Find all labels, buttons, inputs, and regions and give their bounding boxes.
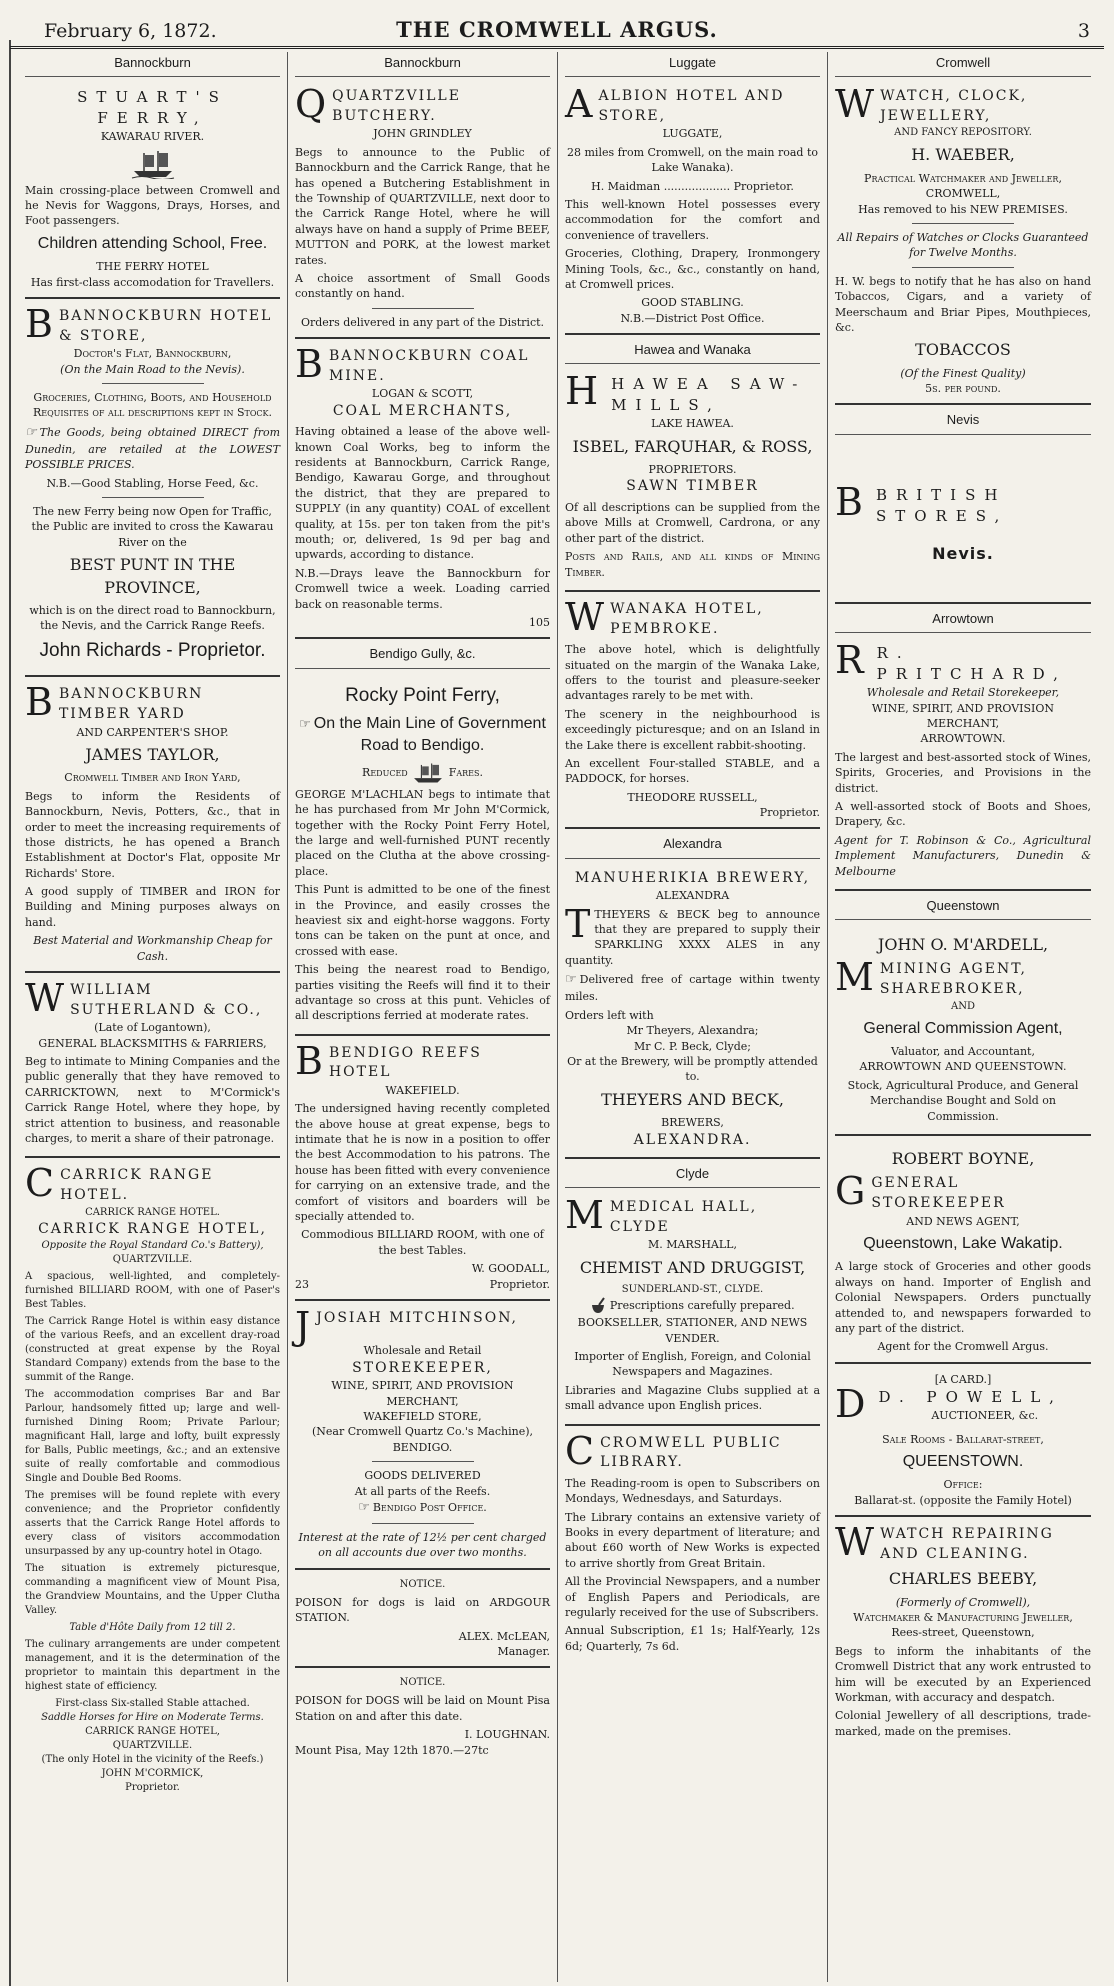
ad-p2: The Carrick Range Hotel is within easy distance of the various Reefs, and an excellent dray-road (constructed at great expense by the Royal Standard Company) extends from the base to the summit of the Range. [25, 1316, 280, 1384]
ad-distance: 28 miles from Cromwell, on the main road to Lake Wanaka). [567, 145, 818, 175]
ad-heading [295, 342, 550, 387]
ad-goods: Groceries, Clothing, Boots, and Household Requisites of all descriptions kept in Stock. [32, 390, 273, 420]
issue-date: February 6, 1872. [44, 20, 217, 42]
ad-place: LUGGATE, [662, 127, 723, 141]
ad-proprietor: John Richards - Proprietor. [39, 639, 266, 661]
section-heading: Nevis [835, 409, 1091, 434]
ad-post [295, 1499, 550, 1517]
ad-albion-hotel [565, 83, 820, 335]
ad-q: QUARTZVILLE. [112, 1740, 193, 1752]
ad-heading-text: R. PRITCHARD, [876, 644, 1067, 684]
ad-late: (Late of Logantown), [94, 1021, 211, 1035]
ad-trade: STOREKEEPER, [352, 1359, 493, 1376]
ad-heading [25, 1161, 280, 1206]
ad-beeby [835, 1521, 1091, 1749]
notice-role: Manager. [497, 1645, 550, 1659]
ad-news: AND NEWS AGENT, [906, 1214, 1020, 1228]
ad-mardell [835, 926, 1091, 1136]
ad-p5: The situation is extremely picturesque, commanding a magnificent view of Mount Pisa, the Grandview Mountains, and the Upper Clutha Valley. [25, 1563, 280, 1617]
ad-town: Queenstown, Lake Wakatip. [863, 1234, 1063, 1252]
ad-name: CARRICK RANGE HOTEL, [85, 1726, 220, 1738]
ad-supply: A good supply of TIMBER and IRON for Building and Mining purposes always on hand. [25, 885, 280, 929]
ad-name: JOHN O. M'ARDELL, [877, 935, 1049, 955]
notice-date: Mount Pisa, May 12th 1870.—27tc [295, 1743, 489, 1757]
ad-sub2: CARRICK RANGE HOTEL, [38, 1220, 267, 1237]
ad-punt: BEST PUNT IN THE PROVINCE, [69, 555, 236, 597]
ad-footer [295, 1277, 550, 1292]
ad-sub1: CARRICK RANGE HOTEL. [85, 1206, 220, 1218]
ad-heading [295, 1038, 550, 1083]
ad-hotel-name: THE FERRY HOTEL [96, 260, 209, 274]
ad-timber-yard [25, 681, 280, 973]
ad-p4: The premises will be found replete with every convenience; and the Proprietor confidently asserts that the Carrick Range Hotel affords to every class of visitors accommodation unsurpassed by any up-country hotel in Otago. [25, 1490, 280, 1558]
ad-tobaccos: TOBACCOS [915, 340, 1011, 360]
ad-street: Rees-street, Queenstown, [891, 1626, 1035, 1640]
ad-place: QUARTZVILLE. [112, 1254, 193, 1266]
ad-trade [835, 1169, 1091, 1214]
ad-heading-text: WATCH, CLOCK, JEWELLERY, [880, 88, 1028, 124]
drop-cap: W [835, 82, 877, 127]
ad-body: This well-known Hotel possesses every accommodation for the comfort and convenience of travellers. [565, 197, 820, 242]
ad-heading [835, 638, 1091, 685]
ad-sub: Wholesale and Retail Storekeeper, [866, 686, 1060, 700]
notice-name: ALEX. McLEAN, [458, 1629, 550, 1643]
ad-pritchard [835, 639, 1091, 891]
ad-line [295, 713, 550, 758]
ad-heading-text: CROMWELL PUBLIC LIBRARY. [600, 1434, 782, 1471]
ad-place: BENDIGO. [392, 1440, 453, 1454]
pointing-hand-icon: ☞ [358, 1499, 370, 1515]
ad-card: [A CARD.] [934, 1372, 992, 1386]
ad-body: Having obtained a lease of the above well-known Coal Works, beg to inform the residents at Bannockburn, Carrick Range, Bendigo, Kawarau Gorge, and throughout the district, that they are prepared to SUPPLY (in any quantity) COAL of excellent quality, at 15s. per ton taken from the pit's mouth; or, delivered, 1s 9d per bag and upwards, according to distance. [295, 425, 550, 562]
ad-powell [835, 1368, 1091, 1517]
section-heading: Bannockburn [295, 52, 550, 77]
ad-heading [565, 369, 820, 416]
ad-heading-text: MEDICAL HALL, CLYDE [609, 1199, 758, 1235]
notice-body: POISON for DOGS will be laid on Mount Pisa Station on and after this date. [295, 1694, 550, 1723]
notice-label: NOTICE. [399, 1677, 446, 1689]
ad-stuarts-ferry [25, 83, 280, 299]
ad-book: BOOKSELLER, STATIONER, AND NEWS VENDER. [577, 1316, 808, 1345]
ad-nb: N.B.—District Post Office. [620, 311, 765, 325]
ad-heading [295, 1304, 550, 1348]
ad-nb: N.B.—Good Stabling, Horse Feed, &c. [46, 476, 259, 490]
ad-town: QUEENSTOWN. [902, 1452, 1024, 1470]
column-4 [828, 52, 1098, 1982]
ad-trade: GENERAL BLACKSMITHS & FARRIERS, [38, 1036, 267, 1050]
drop-cap: J [295, 1304, 313, 1348]
ad-body: Begs to inform the Residents of Bannockburn, Nevis, Potters, &c., that in order to meet the increasing requirements of those districts, he has opened a Branch Establishment at Doctor's Flat, opposite Mr Richards' Store. [25, 789, 280, 880]
ad-name: THEODORE RUSSELL, [627, 790, 758, 804]
ad-table: Table d'Hôte Daily from 12 till 2. [69, 1622, 236, 1634]
ad-notify: H. W. begs to notify that he has also on hand Tobaccos, Cigars, and a variety of Meerschaum and Briar Pipes, Mouthpieces, &c. [835, 274, 1091, 334]
ad-p6: The culinary arrangements are under competent management, and it is the determination of the proprietor to maintain this department in the highest state of efficiency. [25, 1639, 280, 1693]
ad-british-stores [835, 441, 1091, 604]
ad-goods: GOODS DELIVERED [364, 1469, 481, 1483]
section-heading: Bendigo Gully, &c. [295, 643, 550, 668]
ad-prescriptions [565, 1297, 820, 1315]
ad-name: JAMES TAYLOR, [85, 744, 220, 764]
ad-prescriptions-text: Prescriptions carefully prepared. [609, 1299, 795, 1313]
ad-name: H. WAEBER, [911, 145, 1015, 165]
ad-quartzville-butchery [295, 83, 550, 339]
ad-subheading: AND CARPENTER'S SHOP. [76, 725, 229, 739]
drop-cap: Q [295, 82, 329, 127]
ad-agent: Agent for the Cromwell Argus. [877, 1340, 1049, 1354]
ad-trade: AUCTIONEER, &c. [931, 1409, 1039, 1423]
ad-firm: ISBEL, FARQUHAR, & ROSS, [572, 436, 813, 456]
ad-p1: The largest and best-assorted stock of Wines, Spirits, Groceries, and Provisions in the district. [835, 750, 1091, 795]
drop-cap: C [565, 1428, 597, 1473]
divider [912, 267, 1014, 268]
ad-heading [835, 1520, 1091, 1565]
ad-body: Begs to announce to the Public of Bannockburn and the Carrick Range, that he has opened a Butchering Establishment in the Township of QUARTZVILLE, next door to the Carrick Range Hotel, where he will always have on hand a supply of Prime BEEF, MUTTON and PORK, at the lowest market rates. [295, 145, 550, 267]
ad-merch: WINE, SPIRIT, AND PROVISION MERCHANT, [871, 701, 1055, 730]
ship-icon [411, 762, 445, 784]
drop-cap: W [25, 976, 67, 1021]
ad-firm: LOGAN & SCOTT, [371, 387, 474, 401]
ad-trade-text: GENERAL STOREKEEPER [871, 1175, 1006, 1211]
ad-town: ALEXANDRA. [633, 1131, 752, 1148]
ad-boyne [835, 1140, 1091, 1364]
ad-carrick-range-hotel [25, 1162, 280, 1802]
ad-trade [835, 955, 1091, 1000]
ad-stable: First-class Six-stalled Stable attached. [55, 1698, 250, 1710]
ad-p1: A spacious, well-lighted, and completely-furnished BILLIARD ROOM, with one of Paser's Best Tables. [25, 1271, 280, 1311]
ship-icon [130, 149, 176, 179]
section-heading: Cromwell [835, 52, 1091, 77]
ad-heading [835, 82, 1091, 127]
ad-address: Ballarat-st. (opposite the Family Hotel) [854, 1493, 1072, 1507]
left-margin-rule [9, 40, 11, 1986]
ad-trade: CHEMIST AND DRUGGIST, [579, 1257, 806, 1277]
ad-body: Begs to inform the inhabitants of the Cromwell District that any work entrusted to him will be executed by an Experienced Workman, with accuracy and despatch. [835, 1644, 1091, 1704]
pointing-hand-icon: ☞ [299, 716, 311, 732]
ad-only: (The only Hotel in the vicinity of the Reefs.) [41, 1754, 264, 1766]
drop-cap: G [835, 1169, 868, 1214]
ad-import: Importer of English, Foreign, and Colonial Newspapers and Magazines. [574, 1350, 811, 1379]
ad-name: JOHN GRINDLEY [373, 127, 472, 141]
ad-line-text: On the Main Line of Government Road to Bendigo. [313, 715, 546, 755]
ad-body: GEORGE M'LACHLAN begs to intimate that he has purchased from Mr John M'Cormick, together with the Rocky Point Ferry Hotel, the large and well-furnished PUNT recently placed on the Clutha at the above crossing-place. [295, 787, 550, 878]
page-number: 3 [1077, 20, 1090, 42]
ad-body: Beg to intimate to Mining Companies and the public generally that they have removed to CARRICKTOWN, next to M'Cormick's Carrick Range Hotel, where they hope, by strict attention to business, and reasonable charges, to merit a share of their patronage. [25, 1054, 280, 1145]
ad-heading [565, 1428, 820, 1473]
ad-order-2: Mr C. P. Beck, Clyde; [633, 1039, 752, 1053]
ad-town: ARROWTOWN. [920, 732, 1006, 746]
newspaper-title: THE CROMWELL ARGUS. [396, 17, 718, 42]
reduced-label: Reduced [362, 765, 408, 779]
ad-sub: AND FANCY REPOSITORY. [894, 127, 1032, 139]
drop-cap: R [835, 638, 873, 683]
ad-sub: Wholesale and Retail [363, 1344, 482, 1358]
divider [912, 223, 1014, 224]
drop-cap: W [565, 594, 607, 639]
column-3 [558, 52, 828, 1982]
ad-heading [25, 301, 280, 346]
section-heading: Alexandra [565, 833, 820, 858]
ad-firm: THEYERS AND BECK, [601, 1089, 784, 1109]
column-2 [288, 52, 558, 1982]
ad-sawn: SAWN TIMBER [626, 478, 759, 495]
divider [372, 1461, 474, 1462]
ad-heading [25, 680, 280, 725]
ad-p2: This Punt is admitted to be one of the finest in the Province, and easily crosses the heaviest six and eight-horse waggons. Forty tons can be taken on the punt at once, and crossed with ease. [295, 883, 550, 958]
drop-cap: B [25, 301, 55, 346]
ad-place: WAKEFIELD. [385, 1083, 460, 1097]
drop-cap: W [835, 1520, 877, 1565]
ad-order-1: Mr Theyers, Alexandra; [626, 1024, 759, 1038]
ad-fares [295, 762, 550, 784]
ad-best: Best Material and Workmanship Cheap for Cash. [33, 934, 272, 963]
ad-hawea-saw-mills [565, 370, 820, 592]
ad-heading-text: BANNOCKBURN HOTEL & STORE, [58, 307, 273, 344]
ad-place: Nevis. [932, 543, 994, 563]
ad-body-text: THEYERS & BECK beg to announce that they are prepared to supply their SPARKLING XXXX ALES in any quantity. [565, 907, 820, 967]
ad-body [565, 901, 820, 969]
ad-p3: An excellent Four-stalled STABLE, and a PADDOCK, for horses. [565, 756, 820, 786]
ad-sutherland [25, 977, 280, 1158]
ad-waeber-watch [835, 83, 1091, 405]
ad-colonial: Colonial Jewellery of all descriptions, trade-marked, made on the premises. [835, 1709, 1091, 1738]
ad-removed: Has removed to his NEW PREMISES. [858, 202, 1068, 216]
ad-school-note: Children attending School, Free. [37, 234, 268, 252]
ad-orders: Orders left with [565, 1008, 654, 1022]
ad-proprietor: Proprietor. [489, 1277, 550, 1291]
divider [372, 1523, 474, 1524]
notice-name: I. LOUGHNAN. [464, 1728, 550, 1742]
ad-p3: The accommodation comprises Bar and Bar Parlour, handsomely fitted up; large and well-furnished Dining Room; Private Parlour; magnificant Hall, large and lofty, built expressly for Balls, Public meetings, &c.; and an extensive suite of really comfortable and commodious Single and Double Bed Rooms. [25, 1389, 280, 1485]
ad-merch: WINE, SPIRIT, AND PROVISION MERCHANT, [331, 1379, 514, 1408]
ad-heading [565, 82, 820, 127]
drop-cap: T [565, 901, 591, 946]
section-heading: Luggate [565, 52, 820, 77]
ad-notice-ardgour [295, 1574, 550, 1669]
ad-heading [565, 1193, 820, 1238]
ad-valuator: Valuator, and Accountant, [891, 1045, 1035, 1059]
ad-opposite: Opposite the Royal Standard Co.'s Battery), [41, 1240, 264, 1252]
ad-stabling: GOOD STABLING. [641, 296, 744, 310]
ad-orders: Orders delivered in any part of the District. [300, 315, 545, 329]
ad-delivered [565, 971, 820, 1005]
ad-body: The undersigned having recently completed the above house at great expense, begs to intimate that he is now in a position to offer the best Accommodation to his patrons. The house has been fitted with every convenience for carrying on an extensive trade, and the comfort of visitors and boarders will be specially attended to. [295, 1102, 550, 1224]
mortar-pestle-icon [590, 1297, 606, 1315]
ad-rocky-point-ferry [295, 675, 550, 1036]
ad-coal-mine [295, 343, 550, 639]
ad-p3: This being the nearest road to Bendigo, parties visiting the Reefs will find it to their advantage so cross at this punt. Vehicles of all descriptions ferried at moderate rates. [295, 963, 550, 1023]
ad-body: The above hotel, which is delightfully situated on the margin of the Wanaka Lake, offers to the tourist and pleasure-seeker advantages rarely to be met with. [565, 643, 820, 703]
ad-trade: Watchmaker & Manufacturing Jeweller, [853, 1611, 1073, 1625]
notice-body: POISON for dogs is laid on ARDGOUR STATION. [295, 1595, 550, 1625]
ad-post-text: Bendigo Post Office. [372, 1500, 487, 1514]
drop-cap: B [25, 680, 55, 725]
ad-p3: All the Provincial Newspapers, and a number of English Papers and Periodicals, are regularly received for the use of Subscribers. [565, 1575, 820, 1619]
column-1 [18, 52, 288, 1982]
ad-general: General Commission Agent, [863, 1019, 1063, 1037]
section-heading: Queenstown [835, 895, 1091, 920]
ad-stock: Stock, Agricultural Produce, and General Merchandise Bought and Sold on Commission. [847, 1078, 1079, 1123]
ad-heading-text: JOSIAH MITCHINSON, [316, 1310, 518, 1326]
ad-direct-road: which is on the direct road to Bannockburn, the Nevis, and the Carrick Range Reefs. [29, 603, 276, 633]
divider [102, 497, 204, 498]
ad-direct-text: The Goods, being obtained DIRECT from Dunedin, are retailed at the LOWEST POSSIBLE PRICES. [25, 425, 280, 472]
ad-heading-text: BANNOCKBURN COAL MINE. [328, 348, 530, 384]
ad-near: (Near Cromwell Quartz Co.'s Machine), [311, 1425, 534, 1439]
ad-formerly: (Formerly of Cromwell), [895, 1595, 1031, 1609]
ad-heading-text: BENDIGO REEFS HOTEL [328, 1044, 482, 1081]
ad-trade: COAL MERCHANTS, [332, 402, 513, 419]
ad-heading [835, 479, 1091, 527]
ad-name: M. MARSHALL, [648, 1238, 737, 1252]
ad-interest: Interest at the rate of 12½ per cent charged on all accounts due over two months. [298, 1531, 547, 1560]
ad-street: SUNDERLAND-ST., CLYDE. [621, 1284, 764, 1296]
ad-heading: MANUHERIKIA BREWERY, [574, 869, 811, 886]
columns [18, 52, 1100, 1982]
drop-cap: H [565, 369, 608, 414]
ad-all: At all parts of the Reefs. [354, 1484, 491, 1498]
ad-p2: The Library contains an extensive variety of Books in every department of literature; and about £60 worth of New Works is expected to arrive shortly from Great Britain. [565, 1510, 820, 1570]
ad-trade: Practical Watchmaker and Jeweller, [864, 171, 1062, 185]
spacer [835, 445, 1091, 485]
ad-accommodation: Has first-class accomodation for Travellers. [30, 275, 275, 289]
ad-heading-text: QUARTZVILLE BUTCHERY. [332, 88, 461, 124]
ad-heading [25, 976, 280, 1021]
ad-heading [295, 82, 550, 127]
ad-bendigo-reefs-hotel [295, 1040, 550, 1301]
drop-cap: B [295, 342, 325, 387]
ad-public-library [565, 1430, 820, 1664]
ad-heading-text: WANAKA HOTEL, PEMBROKE. [610, 600, 764, 637]
pointing-hand-icon: ☞ [25, 424, 37, 440]
ad-repairs: All Repairs of Watches or Clocks Guaranteed for Twelve Months. [837, 230, 1089, 260]
fares-label: Fares. [448, 765, 483, 779]
ad-heading: Rocky Point Ferry, [345, 684, 500, 706]
ad-heading-text: BANNOCKBURN TIMBER YARD [58, 686, 204, 722]
ad-order-3: Or at the Brewery, will be promptly attended to. [567, 1054, 818, 1084]
ad-subheading: KAWARAU RIVER. [100, 130, 205, 144]
ad-name: W. GOODALL, [471, 1262, 550, 1276]
section-heading: Bannockburn [25, 52, 280, 77]
ad-brewers: BREWERS, [661, 1116, 724, 1130]
pointing-hand-icon: ☞ [565, 972, 577, 988]
drop-cap: B [835, 479, 872, 524]
ad-heading-text: WILLIAM SUTHERLAND & CO., [70, 982, 263, 1018]
ad-body: A large stock of Groceries and other goods always on hand. Importer of English and Colonial Newspapers. Orders punctually attended to, and newspapers forwarded to any part of the district. [835, 1260, 1091, 1335]
ad-bannockburn-hotel [25, 303, 280, 677]
ad-trade-text: MINING AGENT, SHAREBROKER, [879, 961, 1027, 998]
ad-number: 23 [295, 1277, 309, 1291]
ad-heading-text: HAWEA SAW-MILLS, [611, 375, 807, 415]
section-heading: Clyde [565, 1163, 820, 1188]
ad-notice-mount-pisa [295, 1672, 550, 1765]
ad-nb: N.B.—Drays leave the Bannockburn for Cromwell twice a week. Loading carried back on reasonable terms. [295, 566, 550, 611]
ad-body: Of all descriptions can be supplied from the above Mills at Cromwell, Cardrona, or any other part of the district. [565, 501, 820, 545]
ad-heading-text: CARRICK RANGE HOTEL. [60, 1167, 214, 1203]
ad-props: PROPRIETORS. [648, 463, 737, 477]
ad-towns: ARROWTOWN AND QUEENSTOWN. [859, 1060, 1067, 1074]
ad-goods: Groceries, Clothing, Drapery, Ironmongery Mining Tools, &c., &c., constantly on hand, at Cromwell prices. [565, 247, 820, 291]
ad-small: A choice assortment of Small Goods constantly on hand. [295, 271, 550, 301]
drop-cap: D [835, 1382, 875, 1427]
ad-billiard: Commodious BILLIARD ROOM, with one of the best Tables. [301, 1228, 544, 1257]
ad-price: 5s. per pound. [925, 382, 1001, 396]
ad-yard: Cromwell Timber and Iron Yard, [64, 771, 241, 785]
ad-proprietor: Proprietor. [759, 806, 820, 820]
masthead [10, 14, 1104, 49]
ad-location: Doctor's Flat, Bannockburn, [73, 347, 232, 361]
ad-medical-hall [565, 1194, 820, 1425]
ad-p4: Annual Subscription, £1 1s; Half-Yearly, 12s 6d; Quarterly, 7s 6d. [565, 1624, 820, 1653]
ad-heading: STUART'S FERRY, [77, 88, 228, 128]
divider [102, 383, 204, 384]
ad-proprietor-name: JOHN M'CORMICK, [101, 1768, 204, 1780]
ad-road: (On the Main Road to the Nevis). [60, 362, 245, 376]
ad-office: Office: [943, 1478, 983, 1492]
ad-heading-text: WATCH REPAIRING AND CLEANING. [880, 1526, 1054, 1562]
ad-finest: (Of the Finest Quality) [900, 366, 1026, 380]
ad-town: CROMWELL, [925, 187, 1001, 201]
ad-saddle: Saddle Horses for Hire on Moderate Terms. [41, 1712, 264, 1724]
ad-heading-text: D. POWELL, [878, 1388, 1063, 1407]
ad-number: 105 [529, 615, 550, 629]
ad-name: ROBERT BOYNE, [891, 1149, 1035, 1169]
ad-place: LAKE HAWEA. [651, 417, 734, 431]
drop-cap: C [25, 1161, 57, 1206]
ad-heading-text: BRITISH STORES, [875, 485, 1009, 525]
ad-p2: The scenery in the neighbourhood is exceedingly picturesque; and on an Island in the Lake there is excellent rabbit-shooting. [565, 707, 820, 752]
ad-posts: Posts and Rails, and all kinds of Mining Timber. [565, 550, 820, 579]
ad-and: AND [951, 1000, 975, 1012]
ad-josiah-mitchinson [295, 1305, 550, 1570]
ad-direct [25, 424, 280, 473]
drop-cap: M [565, 1193, 606, 1238]
ad-place: ALEXANDRA [655, 889, 730, 903]
ad-heading-text: ALBION HOTEL AND STORE, [598, 88, 785, 124]
divider [372, 308, 474, 309]
ad-heading [565, 594, 820, 639]
ad-proprietor: H. Maidman ................... Proprietor. [591, 179, 794, 193]
ad-p1: The Reading-room is open to Subscribers on Mondays, Wednesdays, and Saturdays. [565, 1476, 820, 1506]
ad-wanaka-hotel [565, 596, 820, 829]
section-heading: Hawea and Wanaka [565, 339, 820, 364]
ad-manuherikia-brewery [565, 865, 820, 1159]
ad-store: WAKEFIELD STORE, [363, 1409, 482, 1423]
ad-p2: A well-assorted stock of Boots and Shoes, Drapery, &c. [835, 799, 1091, 829]
ad-delivered-text: Delivered free of cartage within twenty miles. [565, 973, 820, 1004]
ad-proprietor: Proprietor. [125, 1782, 180, 1794]
drop-cap: M [835, 955, 876, 1000]
drop-cap: B [295, 1038, 325, 1083]
ad-agent: Agent for T. Robinson & Co., Agricultural Implement Manufacturers, Dunedin & Melbourne [835, 833, 1091, 878]
ad-body: Main crossing-place between Cromwell and he Nevis for Waggons, Drays, Horses, and Foot passengers. [25, 183, 280, 228]
notice-label: NOTICE. [399, 1578, 446, 1590]
ad-rooms: Sale Rooms - Ballarat-street, [882, 1432, 1044, 1446]
section-heading: Arrowtown [835, 608, 1091, 633]
ad-name: CHARLES BEEBY, [888, 1569, 1038, 1589]
ad-ferry: The new Ferry being now Open for Traffic, the Public are invited to cross the Kawarau River on the [31, 505, 274, 549]
ad-lib: Libraries and Magazine Clubs supplied at a small advance upon English prices. [565, 1383, 820, 1413]
drop-cap: A [565, 82, 595, 127]
